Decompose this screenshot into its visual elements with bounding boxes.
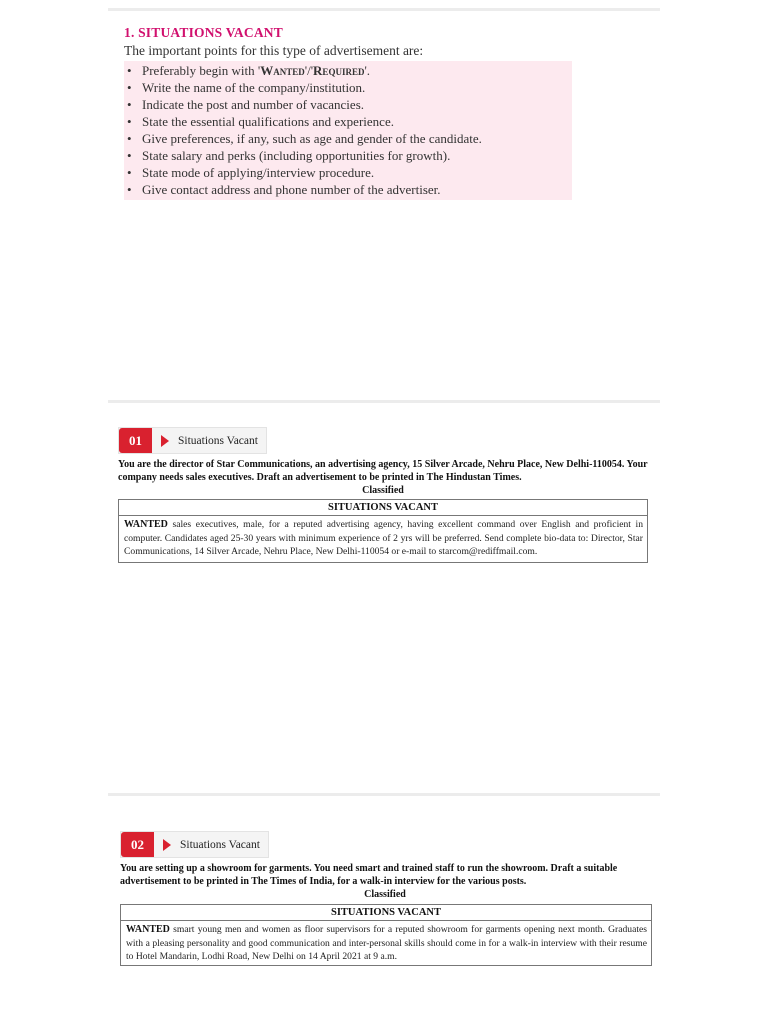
- list-item: • Give preferences, if any, such as age and gender of the candidate.: [127, 131, 482, 146]
- required-term: Required: [313, 63, 365, 78]
- section-divider: [108, 793, 660, 796]
- advertisement-box: [120, 904, 652, 966]
- classified-heading: Classified: [362, 485, 404, 496]
- wanted-term: Wanted: [260, 63, 305, 78]
- list-item: • State mode of applying/interview procedure.: [127, 165, 375, 180]
- list-item: • Write the name of the company/institution.: [127, 80, 366, 95]
- top-divider: [108, 8, 660, 11]
- ad-title: SITUATIONS VACANT: [119, 500, 647, 516]
- example-badge: [118, 427, 267, 454]
- example-badge: [120, 831, 269, 858]
- advertisement-box: [118, 499, 648, 563]
- bullet: •: [127, 63, 132, 78]
- play-arrow-icon: [163, 839, 171, 851]
- list-item: • Preferably begin with 'Wanted'/'Required'.: [127, 63, 371, 78]
- question-text: You are setting up a showroom for garments. You need smart and trained staff to run the showroom. Draft a suitable advertisement to be printed in The Times of India, for a walk-in interview for the various posts.: [120, 863, 618, 887]
- key-points-list: [124, 61, 572, 200]
- ad-body: [121, 921, 651, 966]
- example-label: Situations Vacant: [180, 838, 260, 851]
- section-intro: The important points for this type of advertisement are:: [124, 43, 424, 58]
- example-number: 01: [119, 428, 152, 453]
- section-title: 1. SITUATIONS VACANT: [124, 25, 283, 40]
- ad-body: [119, 516, 647, 561]
- ad-lead: WANTED: [124, 519, 168, 530]
- list-item: • State salary and perks (including opportunities for growth).: [127, 148, 451, 163]
- ad-text: sales executives, male, for a reputed advertising agency, having excellent command over English and proficient in computer. Candidates aged 25-30 years with minimum experience of 2 yrs will be preferred. Send complete bio-data to: Director, Star Communications, 14 Silver Arcade, Nehru Place, New Delhi-110054 or e-mail to starcom@rediffmail.com.: [124, 519, 643, 557]
- section-divider: [108, 400, 660, 403]
- ad-lead: WANTED: [126, 924, 170, 935]
- classified-heading: Classified: [364, 889, 406, 900]
- list-item: • State the essential qualifications and experience.: [127, 114, 394, 129]
- example-number: 02: [121, 832, 154, 857]
- list-item: • Give contact address and phone number of the advertiser.: [127, 182, 441, 197]
- ad-text: smart young men and women as floor supervisors for a reputed showroom for garments opening next month. Graduates with a pleasing personality and good communication and inter-personal skills should come in for a walk-in interview with their resume to Hotel Mandarin, Lodhi Road, New Delhi on 14 April 2021 at 9 a.m.: [126, 924, 647, 962]
- ad-title: SITUATIONS VACANT: [121, 905, 651, 921]
- example-label: Situations Vacant: [178, 434, 258, 447]
- question-text: You are the director of Star Communications, an advertising agency, 15 Silver Arcade, Nehru Place, New Delhi-110054. Your company needs sales executives. Draft an advertisement to be printed in The Hindustan Times.: [118, 459, 648, 483]
- list-item: • Indicate the post and number of vacancies.: [127, 97, 364, 112]
- play-arrow-icon: [161, 435, 169, 447]
